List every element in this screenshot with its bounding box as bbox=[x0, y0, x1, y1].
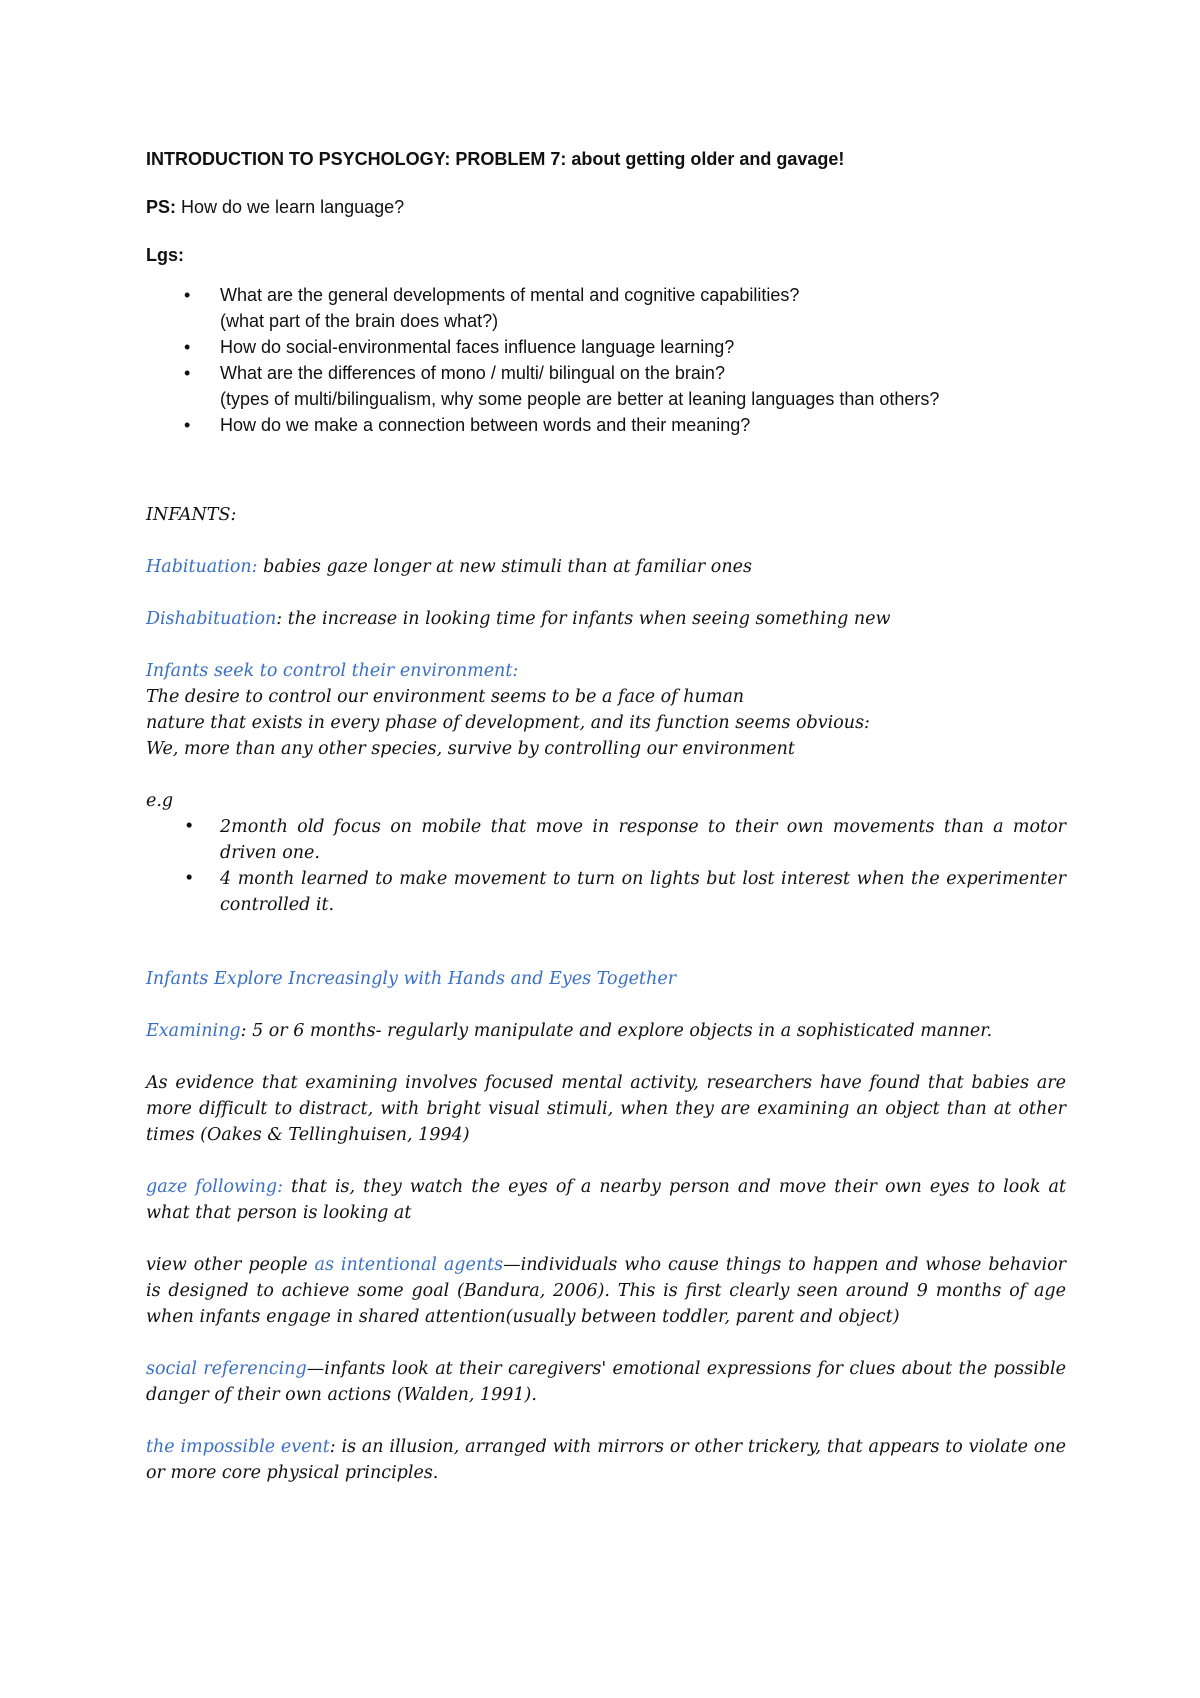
dishabituation-definition: Dishabituation: the increase in looking time for infants when seeing something new bbox=[146, 609, 891, 629]
bullet-icon: • bbox=[184, 415, 191, 435]
infants-heading: INFANTS: bbox=[146, 505, 237, 525]
habituation-definition: Habituation: babies gaze longer at new stimuli than at familiar ones bbox=[146, 557, 752, 577]
control-section bbox=[146, 658, 1066, 762]
control-line: We, more than any other species, survive by controlling our environment bbox=[146, 739, 795, 759]
bullet-icon: • bbox=[184, 363, 191, 383]
problem-statement bbox=[146, 194, 1066, 220]
examining-term: Examining bbox=[146, 1021, 241, 1041]
learning-goal: • How do social-environmental faces influence language learning? bbox=[146, 334, 1066, 360]
habituation-term: Habituation: bbox=[146, 557, 258, 577]
learning-goals-list bbox=[146, 282, 1066, 438]
example-item: • 4 month learned to make movement to turn on lights but lost interest when the experimenter controlled it. bbox=[146, 866, 1066, 918]
impossible-event-term: the impossible event bbox=[146, 1437, 330, 1457]
dishabituation-term: Dishabituation bbox=[146, 609, 277, 629]
impossible-event-definition: the impossible event: is an illusion, arranged with mirrors or other trickery, that appears to violate one or more core physical principles. bbox=[146, 1437, 1066, 1483]
control-line: nature that exists in every phase of development, and its function seems obvious: bbox=[146, 713, 870, 733]
gaze-following-term: gaze following: bbox=[146, 1177, 283, 1197]
example-item: • 2month old focus on mobile that move in response to their own movements than a motor driven one. bbox=[146, 814, 1066, 866]
bullet-icon: • bbox=[184, 285, 191, 305]
intentional-agents-term: as intentional agents bbox=[314, 1255, 504, 1275]
example-list bbox=[146, 814, 1066, 918]
bullet-icon: • bbox=[184, 869, 195, 889]
learning-goal: • What are the general developments of mental and cognitive capabilities? (what part of the brain does what?) bbox=[146, 282, 1066, 334]
document-title: INTRODUCTION TO PSYCHOLOGY: PROBLEM 7: about getting older and gavage! bbox=[146, 149, 845, 169]
bullet-icon: • bbox=[184, 337, 191, 357]
control-line: The desire to control our environment seems to be a face of human bbox=[146, 687, 745, 707]
social-referencing-definition: social referencing—infants look at their caregivers' emotional expressions for clues about the possible danger of their own actions (Walden, 1991). bbox=[146, 1359, 1066, 1405]
evidence-paragraph: As evidence that examining involves focused mental activity, researchers have found that babies are more difficult to distract, with bright visual stimuli, when they are examining an object than at other times (Oakes & Tellinghuisen, 1994) bbox=[146, 1073, 1066, 1145]
document-content bbox=[146, 146, 1066, 1486]
learning-goal: • How do we make a connection between words and their meaning? bbox=[146, 412, 1066, 438]
intentional-agents-paragraph: view other people as intentional agents—individuals who cause things to happen and whose behavior is designed to achieve some goal (Bandura, 2006). This is first clearly seen around 9 months of age when infants engage in shared attention(usually between toddler, parent and object) bbox=[146, 1255, 1066, 1327]
lgs-label: Lgs: bbox=[146, 245, 184, 265]
gaze-following-definition: gaze following: that is, they watch the eyes of a nearby person and move their own eyes to look at what that person is looking at bbox=[146, 1177, 1067, 1223]
control-heading: Infants seek to control their environment: bbox=[146, 661, 519, 681]
ps-label: PS: bbox=[146, 197, 177, 217]
eg-label: e.g bbox=[146, 791, 174, 811]
learning-goal: • What are the differences of mono / multi/ bilingual on the brain? (types of multi/bilingualism, why some people are better at leaning languages than others? bbox=[146, 360, 1066, 412]
examining-definition: Examining: 5 or 6 months- regularly manipulate and explore objects in a sophisticated manner. bbox=[146, 1021, 993, 1041]
explore-heading: Infants Explore Increasingly with Hands and Eyes Together bbox=[146, 969, 677, 989]
ps-text: How do we learn language? bbox=[176, 197, 405, 217]
bullet-icon: • bbox=[184, 817, 195, 837]
social-referencing-term: social referencing bbox=[146, 1359, 307, 1379]
